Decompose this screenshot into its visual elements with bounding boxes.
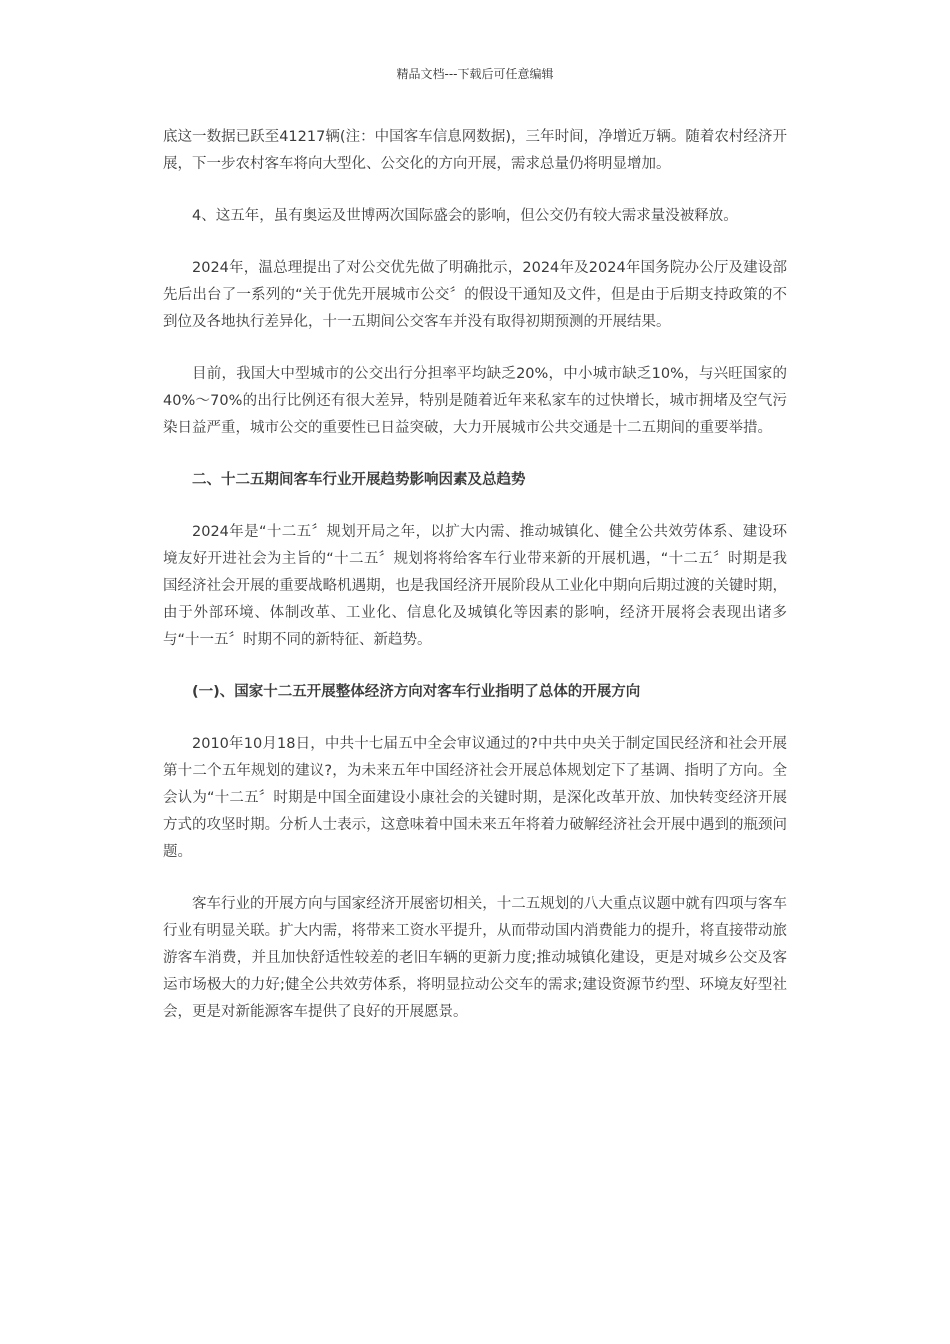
body-paragraph: 2010年10月18日，中共十七届五中全会审议通过的?中共中央关于制定国民经济和社会开展第十二个五年规划的建议?，为未来五年中国经济社会开展总体规划定下了基调、指明了方向。全会认为“十二五〞时期是中国全面建设小康社会的关键时期，是深化改革开放、加快转变经济开展方式的攻坚时期。分析人士表示，这意味着中国未来五年将着力破解经济社会开展中遇到的瓶颈问题。 [163, 736, 787, 860]
body-paragraph: 目前，我国大中型城市的公交出行分担率平均缺乏20%，中小城市缺乏10%，与兴旺国家的40%～70%的出行比例还有很大差异，特别是随着近年来私家车的过快增长，城市拥堵及空气污染日益严重，城市公交的重要性已日益突破，大力开展城市公共交通是十二五期间的重要举措。 [163, 366, 787, 436]
body-paragraph: 4、这五年，虽有奥运及世博两次国际盛会的影响，但公交仍有较大需求量没被释放。 [192, 208, 738, 224]
body-paragraph: 底这一数据已跃至41217辆(注：中国客车信息网数据)，三年时间，净增近万辆。随着农村经济开展，下一步农村客车将向大型化、公交化的方向开展，需求总量仍将明显增加。 [163, 129, 787, 172]
page-header: 精品文档---下载后可任意编辑 [396, 67, 554, 81]
section-heading: 二、十二五期间客车行业开展趋势影响因素及总趋势 [192, 472, 526, 488]
body-paragraph: 2024年是“十二五〞规划开局之年，以扩大内需、推动城镇化、健全公共效劳体系、建设环境友好开进社会为主旨的“十二五〞规划将将给客车行业带来新的开展机遇，“十二五〞时期是我国经济社会开展的重要战略机遇期，也是我国经济开展阶段从工业化中期向后期过渡的关键时期，由于外部环境、体制改革、工业化、信息化及城镇化等因素的影响，经济开展将会表现出诸多与“十一五〞时期不同的新特征、新趋势。 [163, 524, 787, 648]
subsection-heading: (一)、国家十二五开展整体经济方向对客车行业指明了总体的开展方向 [192, 684, 641, 700]
body-paragraph: 2024年，温总理提出了对公交优先做了明确批示，2024年及2024年国务院办公厅及建设部先后出台了一系列的“关于优先开展城市公交〞的假设干通知及文件，但是由于后期支持政策的不到位及各地执行差异化，十一五期间公交客车并没有取得初期预测的开展结果。 [163, 260, 787, 330]
document-body [163, 124, 787, 1051]
body-paragraph: 客车行业的开展方向与国家经济开展密切相关，十二五规划的八大重点议题中就有四项与客车行业有明显关联。扩大内需，将带来工资水平提升，从而带动国内消费能力的提升，将直接带动旅游客车消费，并且加快舒适性较差的老旧车辆的更新力度;推动城镇化建设，更是对城乡公交及客运市场极大的力好;健全公共效劳体系，将明显拉动公交车的需求;建设资源节约型、环境友好型社会，更是对新能源客车提供了良好的开展愿景。 [163, 896, 787, 1020]
